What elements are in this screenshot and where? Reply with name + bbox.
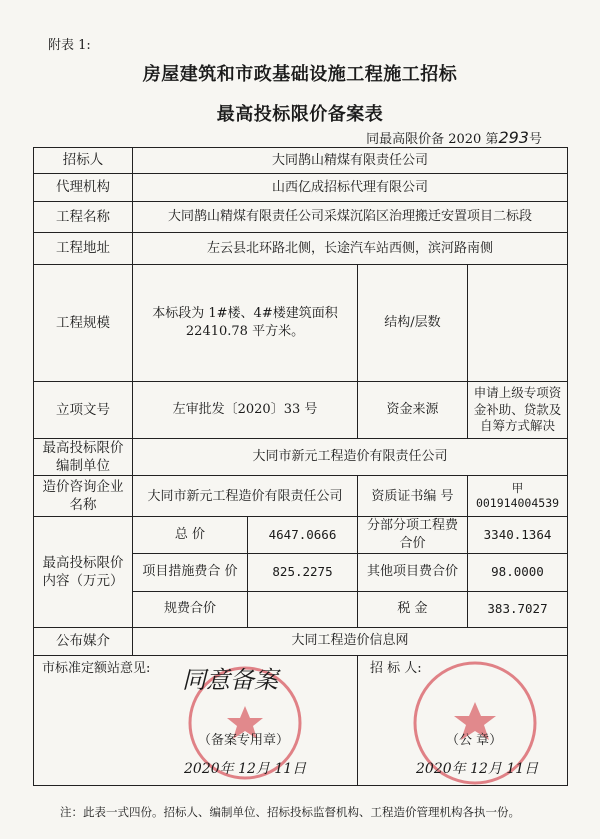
row-compiler <box>34 439 568 476</box>
row-signatures <box>34 655 568 785</box>
record-number-handwritten: 293 <box>498 128 529 147</box>
agency-value: 山西亿成招标代理有限公司 <box>133 174 568 202</box>
left-stamp-note: （备案专用章） <box>198 732 290 748</box>
approval-value: 左审批发〔2020〕33 号 <box>133 382 358 439</box>
project-name-value: 大同鹊山精煤有限责任公司采煤沉陷区治理搬迁安置项目二标段 <box>133 202 568 233</box>
measure-price-value: 825.2275 <box>248 553 358 591</box>
footer-note: 注：此表一式四份。招标人、编制单位、招标投标监督机构、工程造价管理机构各执一份。 <box>60 805 520 819</box>
sub-price-label: 分部分项工程费合价 <box>358 517 468 553</box>
approval-handwriting: 同意备案 <box>182 665 278 694</box>
tenderer-value: 大同鹊山精煤有限责任公司 <box>133 148 568 174</box>
row-project-name <box>34 202 568 233</box>
right-signature-cell <box>358 655 568 785</box>
price-label: 最高投标限价内容（万元） <box>34 517 133 627</box>
fund-label: 资金来源 <box>358 382 468 439</box>
appendix-label: 附表 1: <box>48 38 91 53</box>
fund-value: 申请上级专项资金补助、贷款及自筹方式解决 <box>468 382 568 439</box>
project-name-label: 工程名称 <box>34 202 133 233</box>
left-signature-cell <box>34 655 358 785</box>
other-price-value: 98.0000 <box>468 553 568 591</box>
consultant-value: 大同市新元工程造价有限责任公司 <box>133 476 358 517</box>
row-price-total <box>34 517 568 553</box>
row-media <box>34 627 568 655</box>
media-label: 公布媒介 <box>34 627 133 655</box>
tax-label: 税 金 <box>358 591 468 627</box>
right-signature-title: 招 标 人: <box>370 660 422 676</box>
total-price-value: 4647.0666 <box>248 517 358 553</box>
measure-price-label: 项目措施费合 价 <box>133 553 248 591</box>
left-date: 2020年 12月 11日 <box>184 760 307 777</box>
cert-value: 甲 001914004539 <box>468 476 568 517</box>
tax-value: 383.7027 <box>468 591 568 627</box>
cert-label: 资质证书编 号 <box>358 476 468 517</box>
record-number <box>366 128 542 147</box>
fee-price-label: 规费合价 <box>133 591 248 627</box>
structure-value <box>468 265 568 382</box>
fee-price-value <box>248 591 358 627</box>
structure-label: 结构/层数 <box>358 265 468 382</box>
row-agency <box>34 174 568 202</box>
project-address-value: 左云县北环路北侧，长途汽车站西侧，滨河路南侧 <box>133 233 568 265</box>
scale-value: 本标段为 1#楼、4#楼建筑面积 22410.78 平方米。 <box>133 265 358 382</box>
tenderer-label: 招标人 <box>34 148 133 174</box>
row-project-address <box>34 233 568 265</box>
project-address-label: 工程地址 <box>34 233 133 265</box>
left-signature-title: 市标准定额站意见: <box>42 660 151 676</box>
filing-table <box>33 147 568 786</box>
media-value: 大同工程造价信息网 <box>133 627 568 655</box>
agency-label: 代理机构 <box>34 174 133 202</box>
row-consultant <box>34 476 568 517</box>
right-date: 2020年 12月 11日 <box>416 760 539 777</box>
record-suffix: 号 <box>528 132 542 147</box>
total-price-label: 总 价 <box>133 517 248 553</box>
right-stamp-note: （公 章） <box>446 732 503 748</box>
document-title: 房屋建筑和市政基础设施工程施工招标 <box>142 64 458 85</box>
other-price-label: 其他项目费合价 <box>358 553 468 591</box>
compiler-value: 大同市新元工程造价有限责任公司 <box>133 439 568 476</box>
consultant-label: 造价咨询企业名称 <box>34 476 133 517</box>
sub-price-value: 3340.1364 <box>468 517 568 553</box>
row-approval <box>34 382 568 439</box>
scale-label: 工程规模 <box>34 265 133 382</box>
document-subtitle: 最高投标限价备案表 <box>216 104 384 125</box>
record-prefix: 同最高限价备 2020 第 <box>366 132 499 147</box>
compiler-label: 最高投标限价编制单位 <box>34 439 133 476</box>
approval-label: 立项文号 <box>34 382 133 439</box>
row-tenderer <box>34 148 568 174</box>
row-scale <box>34 265 568 382</box>
